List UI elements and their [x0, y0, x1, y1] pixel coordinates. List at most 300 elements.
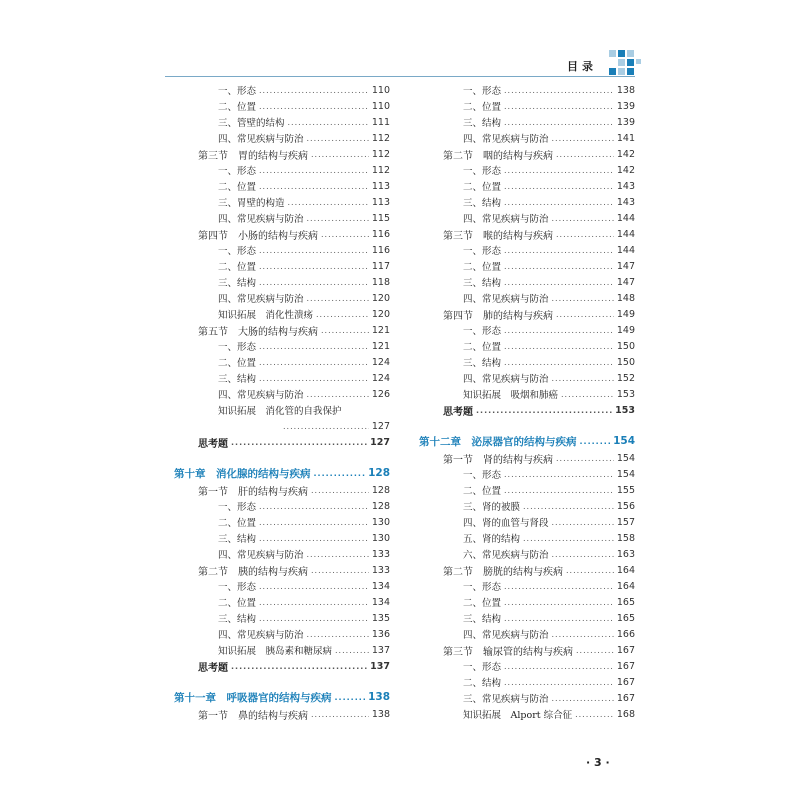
toc-continuation[interactable] — [160, 418, 390, 434]
toc-label: 二、位置 — [463, 598, 502, 609]
toc-label: 二、位置 — [218, 598, 257, 609]
toc-item[interactable] — [405, 690, 635, 706]
toc-extension[interactable] — [405, 386, 635, 402]
toc-page-number: 110 — [371, 100, 390, 112]
page-number: · 3 · — [586, 756, 610, 769]
toc-item[interactable] — [405, 514, 635, 530]
toc-item[interactable] — [405, 98, 635, 114]
toc-page-number: 128 — [371, 484, 390, 496]
toc-label: 第二节 胰的结构与疾病 — [198, 566, 308, 578]
toc-page-number: 157 — [616, 516, 635, 528]
leader-dots — [504, 470, 614, 479]
toc-chapter[interactable] — [405, 432, 635, 450]
toc-page-number: 133 — [371, 548, 390, 560]
leader-dots — [288, 118, 369, 127]
toc-item[interactable] — [160, 578, 390, 594]
toc-label: 一、形态 — [463, 470, 502, 481]
toc-item[interactable] — [405, 290, 635, 306]
toc-label: 三、结构 — [218, 614, 257, 625]
leader-dots — [259, 278, 369, 287]
leader-dots — [259, 534, 369, 543]
toc-label: 四、常见疾病与防治 — [218, 134, 304, 145]
decor-square — [609, 68, 616, 75]
toc-page-number: 116 — [371, 228, 390, 240]
toc-page-number: 121 — [371, 340, 390, 352]
toc-page-number: 133 — [371, 564, 390, 576]
toc-label: 三、结构 — [463, 118, 502, 129]
decor-square — [609, 50, 616, 57]
toc-page-number: 135 — [371, 612, 390, 624]
toc-label: 三、结构 — [463, 278, 502, 289]
toc-item[interactable] — [405, 274, 635, 290]
leader-dots — [231, 662, 367, 671]
toc-label: 二、位置 — [463, 486, 502, 497]
toc-section[interactable] — [405, 226, 635, 242]
leader-dots — [321, 326, 369, 335]
toc-label: 第三节 胃的结构与疾病 — [198, 150, 308, 162]
toc-label: 第三节 喉的结构与疾病 — [443, 230, 553, 242]
toc-page-number: 134 — [371, 580, 390, 592]
leader-dots — [504, 342, 614, 351]
toc-label: 二、位置 — [463, 102, 502, 113]
toc-label: 思考题 — [198, 438, 228, 450]
toc-label: 二、位置 — [463, 182, 502, 193]
toc-item[interactable] — [160, 274, 390, 290]
toc-item[interactable] — [160, 194, 390, 210]
leader-dots — [552, 694, 614, 703]
toc-section[interactable] — [160, 562, 390, 578]
leader-dots — [259, 358, 369, 367]
leader-dots — [576, 646, 614, 655]
leader-dots — [504, 582, 614, 591]
toc-label: 第五节 大肠的结构与疾病 — [198, 326, 318, 338]
toc-page-number: 147 — [616, 276, 635, 288]
header-rule — [165, 76, 635, 77]
leader-dots — [259, 614, 369, 623]
decor-square — [618, 50, 625, 57]
toc-page-number: 165 — [616, 612, 635, 624]
toc-page-number: 139 — [616, 116, 635, 128]
toc-label: 第十二章 泌尿器官的结构与疾病 — [419, 435, 577, 448]
leader-dots — [259, 262, 369, 271]
toc-page-number: 164 — [616, 580, 635, 592]
toc-item[interactable] — [160, 498, 390, 514]
leader-dots — [314, 469, 366, 478]
toc-item[interactable] — [405, 674, 635, 690]
leader-dots — [552, 294, 614, 303]
toc-label: 一、形态 — [218, 86, 257, 97]
toc-item[interactable] — [160, 210, 390, 226]
leader-dots — [504, 278, 614, 287]
toc-item[interactable] — [160, 626, 390, 642]
toc-item[interactable] — [405, 194, 635, 210]
toc-item[interactable] — [160, 354, 390, 370]
toc-item[interactable] — [160, 338, 390, 354]
leader-dots — [504, 102, 614, 111]
toc-section[interactable] — [405, 306, 635, 322]
toc-section[interactable] — [405, 642, 635, 658]
decor-square — [618, 59, 625, 66]
toc-section[interactable] — [160, 322, 390, 338]
toc-page-number: 115 — [371, 212, 390, 224]
toc-extension[interactable] — [160, 402, 390, 418]
leader-dots — [552, 550, 614, 559]
leader-dots — [552, 518, 614, 527]
toc-page-number: 137 — [370, 660, 390, 672]
toc-item[interactable] — [160, 130, 390, 146]
toc-label: 四、常见疾病与防治 — [463, 294, 549, 305]
toc-label: 第一节 肾的结构与疾病 — [443, 454, 553, 466]
leader-dots — [307, 390, 369, 399]
toc-label: 四、常见疾病与防治 — [218, 630, 304, 641]
toc-item[interactable] — [405, 82, 635, 98]
toc-label: 第一节 鼻的结构与疾病 — [198, 710, 308, 722]
toc-questions[interactable] — [405, 402, 635, 418]
toc-page-number: 142 — [616, 148, 635, 160]
toc-label: 四、常见疾病与防治 — [218, 390, 304, 401]
toc-item[interactable] — [160, 530, 390, 546]
leader-dots — [504, 486, 614, 495]
toc-page-number: 126 — [371, 388, 390, 400]
leader-dots — [311, 486, 369, 495]
leader-dots — [504, 246, 614, 255]
leader-dots — [307, 550, 369, 559]
toc-label: 一、形态 — [218, 342, 257, 353]
toc-item[interactable] — [160, 370, 390, 386]
toc-page-number: 149 — [616, 324, 635, 336]
toc-item[interactable] — [160, 162, 390, 178]
leader-dots — [556, 310, 614, 319]
toc-questions[interactable] — [160, 434, 390, 450]
leader-dots — [259, 182, 369, 191]
leader-dots — [504, 678, 614, 687]
toc-item[interactable] — [405, 546, 635, 562]
toc-page-number: 154 — [616, 452, 635, 464]
leader-dots — [259, 374, 369, 383]
toc-label: 三、常见疾病与防治 — [463, 694, 549, 705]
toc-page-number: 165 — [616, 596, 635, 608]
toc-label: 一、形态 — [463, 246, 502, 257]
toc-label: 四、常见疾病与防治 — [463, 374, 549, 385]
leader-dots — [523, 534, 614, 543]
toc-page-number: 130 — [371, 516, 390, 528]
toc-item[interactable] — [160, 594, 390, 610]
toc-page-number: 150 — [616, 340, 635, 352]
toc-page-number: 120 — [371, 292, 390, 304]
toc-chapter[interactable] — [160, 688, 390, 706]
toc-label: 第十一章 呼吸器官的结构与疾病 — [174, 691, 332, 704]
toc-item[interactable] — [405, 178, 635, 194]
toc-item[interactable] — [405, 498, 635, 514]
leader-dots — [259, 502, 369, 511]
toc-item[interactable] — [160, 610, 390, 626]
toc-item[interactable] — [405, 530, 635, 546]
toc-page-number: 167 — [616, 644, 635, 656]
toc-label: 六、常见疾病与防治 — [463, 550, 549, 561]
leader-dots — [259, 166, 369, 175]
toc-item[interactable] — [405, 466, 635, 482]
toc-page-number: 167 — [616, 660, 635, 672]
toc-page-number: 144 — [616, 244, 635, 256]
leader-dots — [580, 437, 611, 446]
toc-label: 四、常见疾病与防治 — [218, 214, 304, 225]
toc-item[interactable] — [405, 658, 635, 674]
toc-item[interactable] — [405, 162, 635, 178]
leader-dots — [556, 230, 614, 239]
toc-page-number: 138 — [371, 708, 390, 720]
toc-item[interactable] — [160, 114, 390, 130]
leader-dots — [231, 438, 367, 447]
leader-dots — [259, 342, 369, 351]
toc-page-number: 147 — [616, 260, 635, 272]
toc-questions[interactable] — [160, 658, 390, 674]
toc-page-number: 113 — [371, 196, 390, 208]
toc-label: 四、常见疾病与防治 — [463, 134, 549, 145]
toc-page-number: 124 — [371, 356, 390, 368]
toc-label: 二、位置 — [218, 358, 257, 369]
toc-label: 四、肾的血管与肾段 — [463, 518, 549, 529]
toc-label: 二、位置 — [218, 262, 257, 273]
toc-page-number: 141 — [616, 132, 635, 144]
leader-dots — [288, 198, 369, 207]
toc-label: 一、形态 — [463, 326, 502, 337]
toc-page-number: 154 — [616, 468, 635, 480]
leader-dots — [311, 710, 369, 719]
toc-label: 知识拓展 胰岛素和糖尿病 — [218, 646, 333, 657]
toc-page-number: 143 — [616, 196, 635, 208]
leader-dots — [259, 246, 369, 255]
toc-label: 第三节 输尿管的结构与疾病 — [443, 646, 573, 658]
toc-page-number: 149 — [616, 308, 635, 320]
toc-page-number: 128 — [371, 500, 390, 512]
toc-label: 三、结构 — [218, 278, 257, 289]
toc-page-number: 117 — [371, 260, 390, 272]
toc-page-number: 163 — [616, 548, 635, 560]
decor-square — [618, 68, 625, 75]
toc-item[interactable] — [160, 386, 390, 402]
leader-dots — [307, 214, 369, 223]
leader-dots — [504, 262, 614, 271]
leader-dots — [552, 214, 614, 223]
toc-section[interactable] — [160, 226, 390, 242]
toc-item[interactable] — [405, 210, 635, 226]
toc-page-number: 152 — [616, 372, 635, 384]
toc-section[interactable] — [160, 146, 390, 162]
toc-item[interactable] — [405, 114, 635, 130]
toc-label: 四、常见疾病与防治 — [463, 630, 549, 641]
toc-label: 第四节 小肠的结构与疾病 — [198, 230, 318, 242]
leader-dots — [561, 390, 614, 399]
toc-page-number: 121 — [371, 324, 390, 336]
toc-label: 三、肾的被膜 — [463, 502, 521, 513]
toc-item[interactable] — [160, 290, 390, 306]
toc-item[interactable] — [160, 258, 390, 274]
toc-label: 一、形态 — [463, 662, 502, 673]
toc-page-number: 127 — [370, 436, 390, 448]
leader-dots — [283, 422, 369, 431]
toc-item[interactable] — [405, 322, 635, 338]
toc-page-number: 112 — [371, 132, 390, 144]
toc-page-number: 120 — [371, 308, 390, 320]
toc-item[interactable] — [405, 482, 635, 498]
leader-dots — [311, 566, 369, 575]
toc-page-number: 167 — [616, 676, 635, 688]
leader-dots — [311, 150, 369, 159]
leader-dots — [307, 134, 369, 143]
toc-section[interactable] — [160, 706, 390, 722]
toc-label: 二、位置 — [463, 262, 502, 273]
toc-label: 一、形态 — [463, 582, 502, 593]
leader-dots — [321, 230, 369, 239]
toc-section[interactable] — [160, 482, 390, 498]
toc-page-number: 153 — [615, 404, 635, 416]
toc-item[interactable] — [405, 370, 635, 386]
decor-square — [627, 68, 634, 75]
leader-dots — [504, 614, 614, 623]
toc-label: 三、胃壁的构造 — [218, 198, 285, 209]
leader-dots — [335, 646, 369, 655]
toc-label: 一、形态 — [218, 502, 257, 513]
leader-dots — [504, 598, 614, 607]
toc-page-number: 154 — [613, 435, 635, 447]
toc-page-number: 150 — [616, 356, 635, 368]
toc-extension[interactable] — [160, 642, 390, 658]
toc-page-number: 128 — [368, 467, 390, 479]
toc-label: 三、结构 — [463, 614, 502, 625]
toc-page-number: 143 — [616, 180, 635, 192]
toc-label: 知识拓展 消化性溃疡 — [218, 310, 314, 321]
leader-dots — [316, 310, 369, 319]
toc-section[interactable] — [405, 450, 635, 466]
leader-dots — [307, 630, 369, 639]
leader-dots — [556, 454, 614, 463]
toc-label: 三、结构 — [463, 358, 502, 369]
leader-dots — [575, 710, 614, 719]
toc-item[interactable] — [405, 338, 635, 354]
toc-page-number: 116 — [371, 244, 390, 256]
leader-dots — [335, 693, 366, 702]
toc-page-number: 111 — [371, 116, 390, 128]
leader-dots — [504, 198, 614, 207]
toc-label: 四、常见疾病与防治 — [218, 550, 304, 561]
toc-extension[interactable] — [160, 306, 390, 322]
toc-label: 知识拓展 吸烟和肺癌 — [463, 390, 559, 401]
toc-item[interactable] — [405, 242, 635, 258]
leader-dots — [259, 582, 369, 591]
leader-dots — [476, 406, 612, 415]
toc-label: 三、结构 — [218, 534, 257, 545]
toc-page-number: 144 — [616, 212, 635, 224]
toc-page-number: 113 — [371, 180, 390, 192]
toc-page-number: 112 — [371, 148, 390, 160]
toc-item[interactable] — [405, 354, 635, 370]
toc-label: 三、结构 — [463, 198, 502, 209]
toc-extension[interactable] — [405, 706, 635, 722]
toc-item[interactable] — [160, 514, 390, 530]
toc-label: 第十章 消化腺的结构与疾病 — [174, 467, 311, 480]
toc-label: 二、结构 — [463, 678, 502, 689]
page-header — [0, 0, 800, 90]
leader-dots — [552, 374, 614, 383]
toc-label: 第二节 膀胱的结构与疾病 — [443, 566, 563, 578]
leader-dots — [556, 150, 614, 159]
toc-page-number: 168 — [616, 708, 635, 720]
decor-square — [627, 59, 634, 66]
toc-item[interactable] — [405, 578, 635, 594]
leader-dots — [307, 294, 369, 303]
toc-page-number: 138 — [616, 84, 635, 96]
leader-dots — [259, 86, 369, 95]
toc-item[interactable] — [160, 98, 390, 114]
toc-item[interactable] — [405, 130, 635, 146]
toc-item[interactable] — [160, 242, 390, 258]
toc-page-number: 124 — [371, 372, 390, 384]
toc-label: 二、位置 — [463, 342, 502, 353]
leader-dots — [504, 662, 614, 671]
toc-item[interactable] — [160, 546, 390, 562]
toc-label: 一、形态 — [463, 86, 502, 97]
leader-dots — [566, 566, 614, 575]
toc-item[interactable] — [405, 594, 635, 610]
toc-item[interactable] — [160, 82, 390, 98]
toc-page-number: 142 — [616, 164, 635, 176]
toc-label: 一、形态 — [218, 246, 257, 257]
toc-label: 思考题 — [443, 406, 473, 418]
toc-label: 第四节 肺的结构与疾病 — [443, 310, 553, 322]
toc-label: 思考题 — [198, 662, 228, 674]
toc-page-number: 153 — [616, 388, 635, 400]
leader-dots — [552, 134, 614, 143]
toc-label: 三、结构 — [218, 374, 257, 385]
toc-label: 一、形态 — [218, 166, 257, 177]
toc-page-number: 139 — [616, 100, 635, 112]
toc-item[interactable] — [405, 258, 635, 274]
toc-page-number: 144 — [616, 228, 635, 240]
toc-label: 知识拓展 消化管的自我保护 — [218, 406, 342, 417]
toc-label: 二、位置 — [218, 102, 257, 113]
toc-item[interactable] — [160, 178, 390, 194]
toc-item[interactable] — [405, 610, 635, 626]
toc-page-number: 130 — [371, 532, 390, 544]
toc-section[interactable] — [405, 146, 635, 162]
leader-dots — [259, 102, 369, 111]
toc-page-number: 134 — [371, 596, 390, 608]
toc-label: 五、肾的结构 — [463, 534, 521, 545]
header-title: 目录 — [567, 60, 597, 73]
leader-dots — [504, 326, 614, 335]
toc-page-number: 167 — [616, 692, 635, 704]
toc-label: 二、位置 — [218, 182, 257, 193]
toc-page-number: 158 — [616, 532, 635, 544]
leader-dots — [504, 118, 614, 127]
toc-item[interactable] — [405, 626, 635, 642]
toc-page-number: 127 — [371, 420, 390, 432]
toc-section[interactable] — [405, 562, 635, 578]
toc-label: 三、管壁的结构 — [218, 118, 285, 129]
toc-page-number: 136 — [371, 628, 390, 640]
toc-page-number: 156 — [616, 500, 635, 512]
toc-page-number: 166 — [616, 628, 635, 640]
toc-page-number: 137 — [371, 644, 390, 656]
toc-chapter[interactable] — [160, 464, 390, 482]
toc-label: 四、常见疾病与防治 — [218, 294, 304, 305]
toc-page-number: 155 — [616, 484, 635, 496]
toc-label: 一、形态 — [218, 582, 257, 593]
decor-square — [627, 50, 634, 57]
toc-label: 一、形态 — [463, 166, 502, 177]
leader-dots — [504, 166, 614, 175]
toc-page-number: 118 — [371, 276, 390, 288]
